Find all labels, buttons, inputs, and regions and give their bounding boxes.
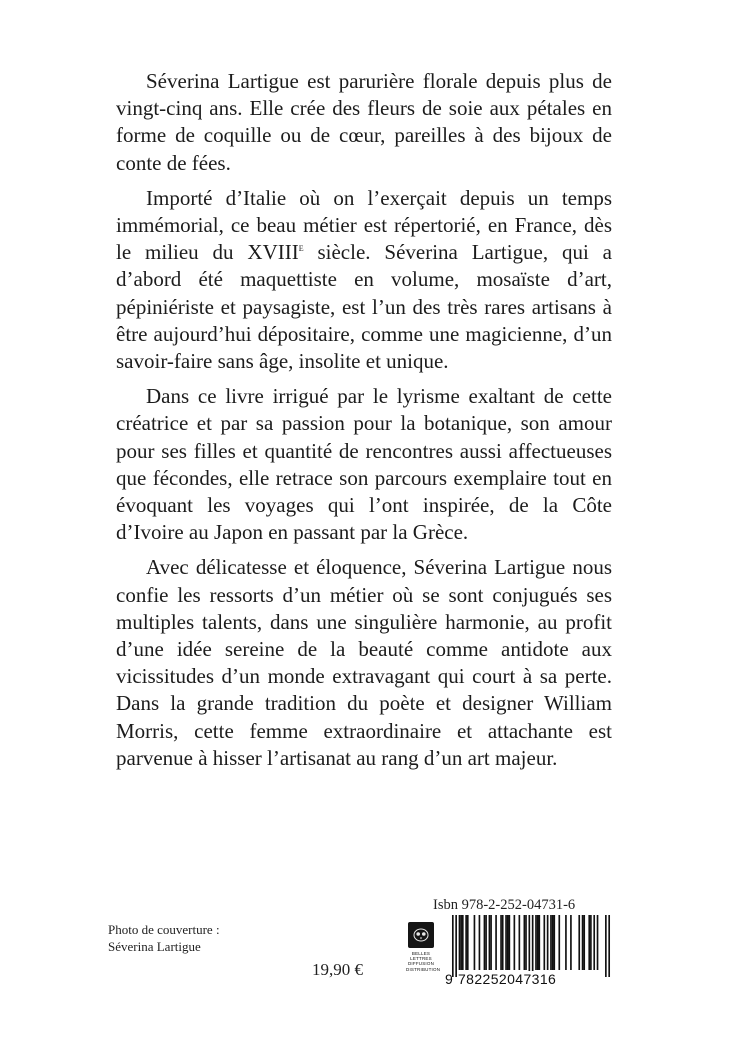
barcode-bar bbox=[550, 915, 552, 970]
barcode-bar bbox=[593, 915, 595, 970]
barcode-bar bbox=[455, 915, 457, 977]
blurb-paragraph-2 bbox=[116, 185, 612, 375]
blurb-paragraph-2-end: siècle. Séverina Lartigue, qui a d’abord été maquettiste en volume, mosaïste d’art, pépiniériste et paysagiste, est l’un des très rares artisans à être aujourd’hui dépositaire, comme une magicienne, d’un savoir-faire sans âge, insolite et unique. bbox=[116, 240, 612, 374]
barcode-bar bbox=[489, 915, 491, 970]
barcode-bar bbox=[553, 915, 555, 970]
barcode-bar bbox=[460, 915, 462, 970]
barcode-bar bbox=[509, 915, 511, 970]
barcode-bar bbox=[479, 915, 481, 970]
barcode-bar bbox=[552, 915, 554, 970]
owl-emblem-icon bbox=[413, 928, 429, 942]
barcode-bar bbox=[502, 915, 504, 970]
barcode-bar bbox=[507, 915, 509, 970]
barcode-bar bbox=[543, 915, 545, 970]
barcode-bars bbox=[447, 915, 615, 977]
barcode-bar bbox=[474, 915, 476, 970]
barcode-bar bbox=[524, 915, 526, 970]
barcode-bar bbox=[578, 915, 580, 970]
price: 19,90 € bbox=[312, 960, 363, 979]
barcode-bar bbox=[505, 915, 507, 970]
barcode-bar bbox=[519, 915, 521, 970]
publisher-logo-mark bbox=[408, 922, 434, 948]
century-numeral bbox=[247, 240, 303, 264]
barcode-bar bbox=[490, 915, 492, 970]
barcode-bar bbox=[529, 915, 531, 977]
barcode-bar bbox=[570, 915, 572, 970]
barcode-bar bbox=[583, 915, 585, 970]
barcode-bar bbox=[525, 915, 527, 970]
logo-caption-line-3: DISTRIBUTION bbox=[406, 966, 441, 972]
barcode-bar bbox=[547, 915, 549, 970]
logo-caption-line-1: BELLES LETTRES bbox=[410, 951, 432, 962]
publisher-logo-caption bbox=[406, 951, 441, 972]
barcode-bar bbox=[597, 915, 599, 970]
photo-credit-name: Séverina Lartigue bbox=[108, 939, 201, 954]
blurb-paragraph-3: Dans ce livre irrigué par le lyrisme exaltant de cette créatrice et par sa passion pour la botanique, son amour pour ses filles et quantité de rencontres aussi affectueuses que fécondes, elle retrace son parcours exemplaire tout en évoquant les voyages qui l’ont inspirée, de la Côte d’Ivoire au Japon en passant par la Grèce. bbox=[116, 384, 612, 545]
barcode-bar bbox=[459, 915, 461, 970]
barcode-bar bbox=[485, 915, 487, 970]
barcode-bar bbox=[537, 915, 539, 970]
photo-credit-label: Photo de couverture : bbox=[108, 922, 220, 937]
century-superscript: e bbox=[298, 242, 304, 255]
blurb-paragraph-2-start: Importé d’Italie où on l’exerçait depuis un temps immémorial, ce beau métier est répertorié, en France, dès le milieu du bbox=[116, 185, 612, 265]
barcode-bar bbox=[514, 915, 516, 970]
barcode-bar bbox=[484, 915, 486, 970]
barcode-bar bbox=[535, 915, 537, 970]
barcode-bar bbox=[605, 915, 607, 977]
barcode-bar bbox=[500, 915, 502, 970]
barcode-bar bbox=[465, 915, 467, 970]
barcode-digit-string: 782252047316 bbox=[458, 971, 557, 987]
barcode-bar bbox=[558, 915, 560, 970]
barcode-bar bbox=[590, 915, 592, 970]
barcode-first-digit: 9 bbox=[445, 971, 454, 987]
barcode-bar bbox=[467, 915, 469, 970]
blurb-text bbox=[116, 68, 612, 780]
barcode-bar bbox=[582, 915, 584, 970]
logo-caption-line-2: DIFFUSION bbox=[407, 961, 435, 967]
century-numeral-text: XVIII bbox=[247, 240, 299, 265]
photo-credit bbox=[108, 921, 220, 955]
barcode-bar bbox=[608, 915, 610, 977]
blurb-paragraph-1: Séverina Lartigue est parurière florale depuis plus de vingt-cinq ans. Elle crée des fleurs de soie aux pétales en forme de coquille ou de cœur, pareilles à des bijoux de conte de fées. bbox=[116, 69, 612, 175]
isbn-number: Isbn 978-2-252-04731-6 bbox=[433, 897, 576, 913]
barcode-bar bbox=[532, 915, 534, 977]
barcode-bar bbox=[495, 915, 497, 970]
barcode-bar bbox=[565, 915, 567, 970]
publisher-logo bbox=[406, 922, 441, 986]
isbn-barcode bbox=[447, 915, 615, 987]
barcode-bar bbox=[452, 915, 454, 977]
barcode-bar bbox=[538, 915, 540, 970]
barcode-bar bbox=[588, 915, 590, 970]
blurb-paragraph-4: Avec délicatesse et éloquence, Séverina Lartigue nous confie les ressorts d’un métier où se sont conjugués ses multiples talents, dans une singulière harmonie, au profit d’une idée sereine de la beauté comme antidote aux vicissitudes d’un monde extravagant qui court à sa perte. Dans la grande tradition du poète et designer William Morris, cette femme extraordinaire et attachante est parvenue à hisser l’artisanat au rang d’un art majeur. bbox=[116, 555, 612, 770]
barcode-bar bbox=[462, 915, 464, 970]
